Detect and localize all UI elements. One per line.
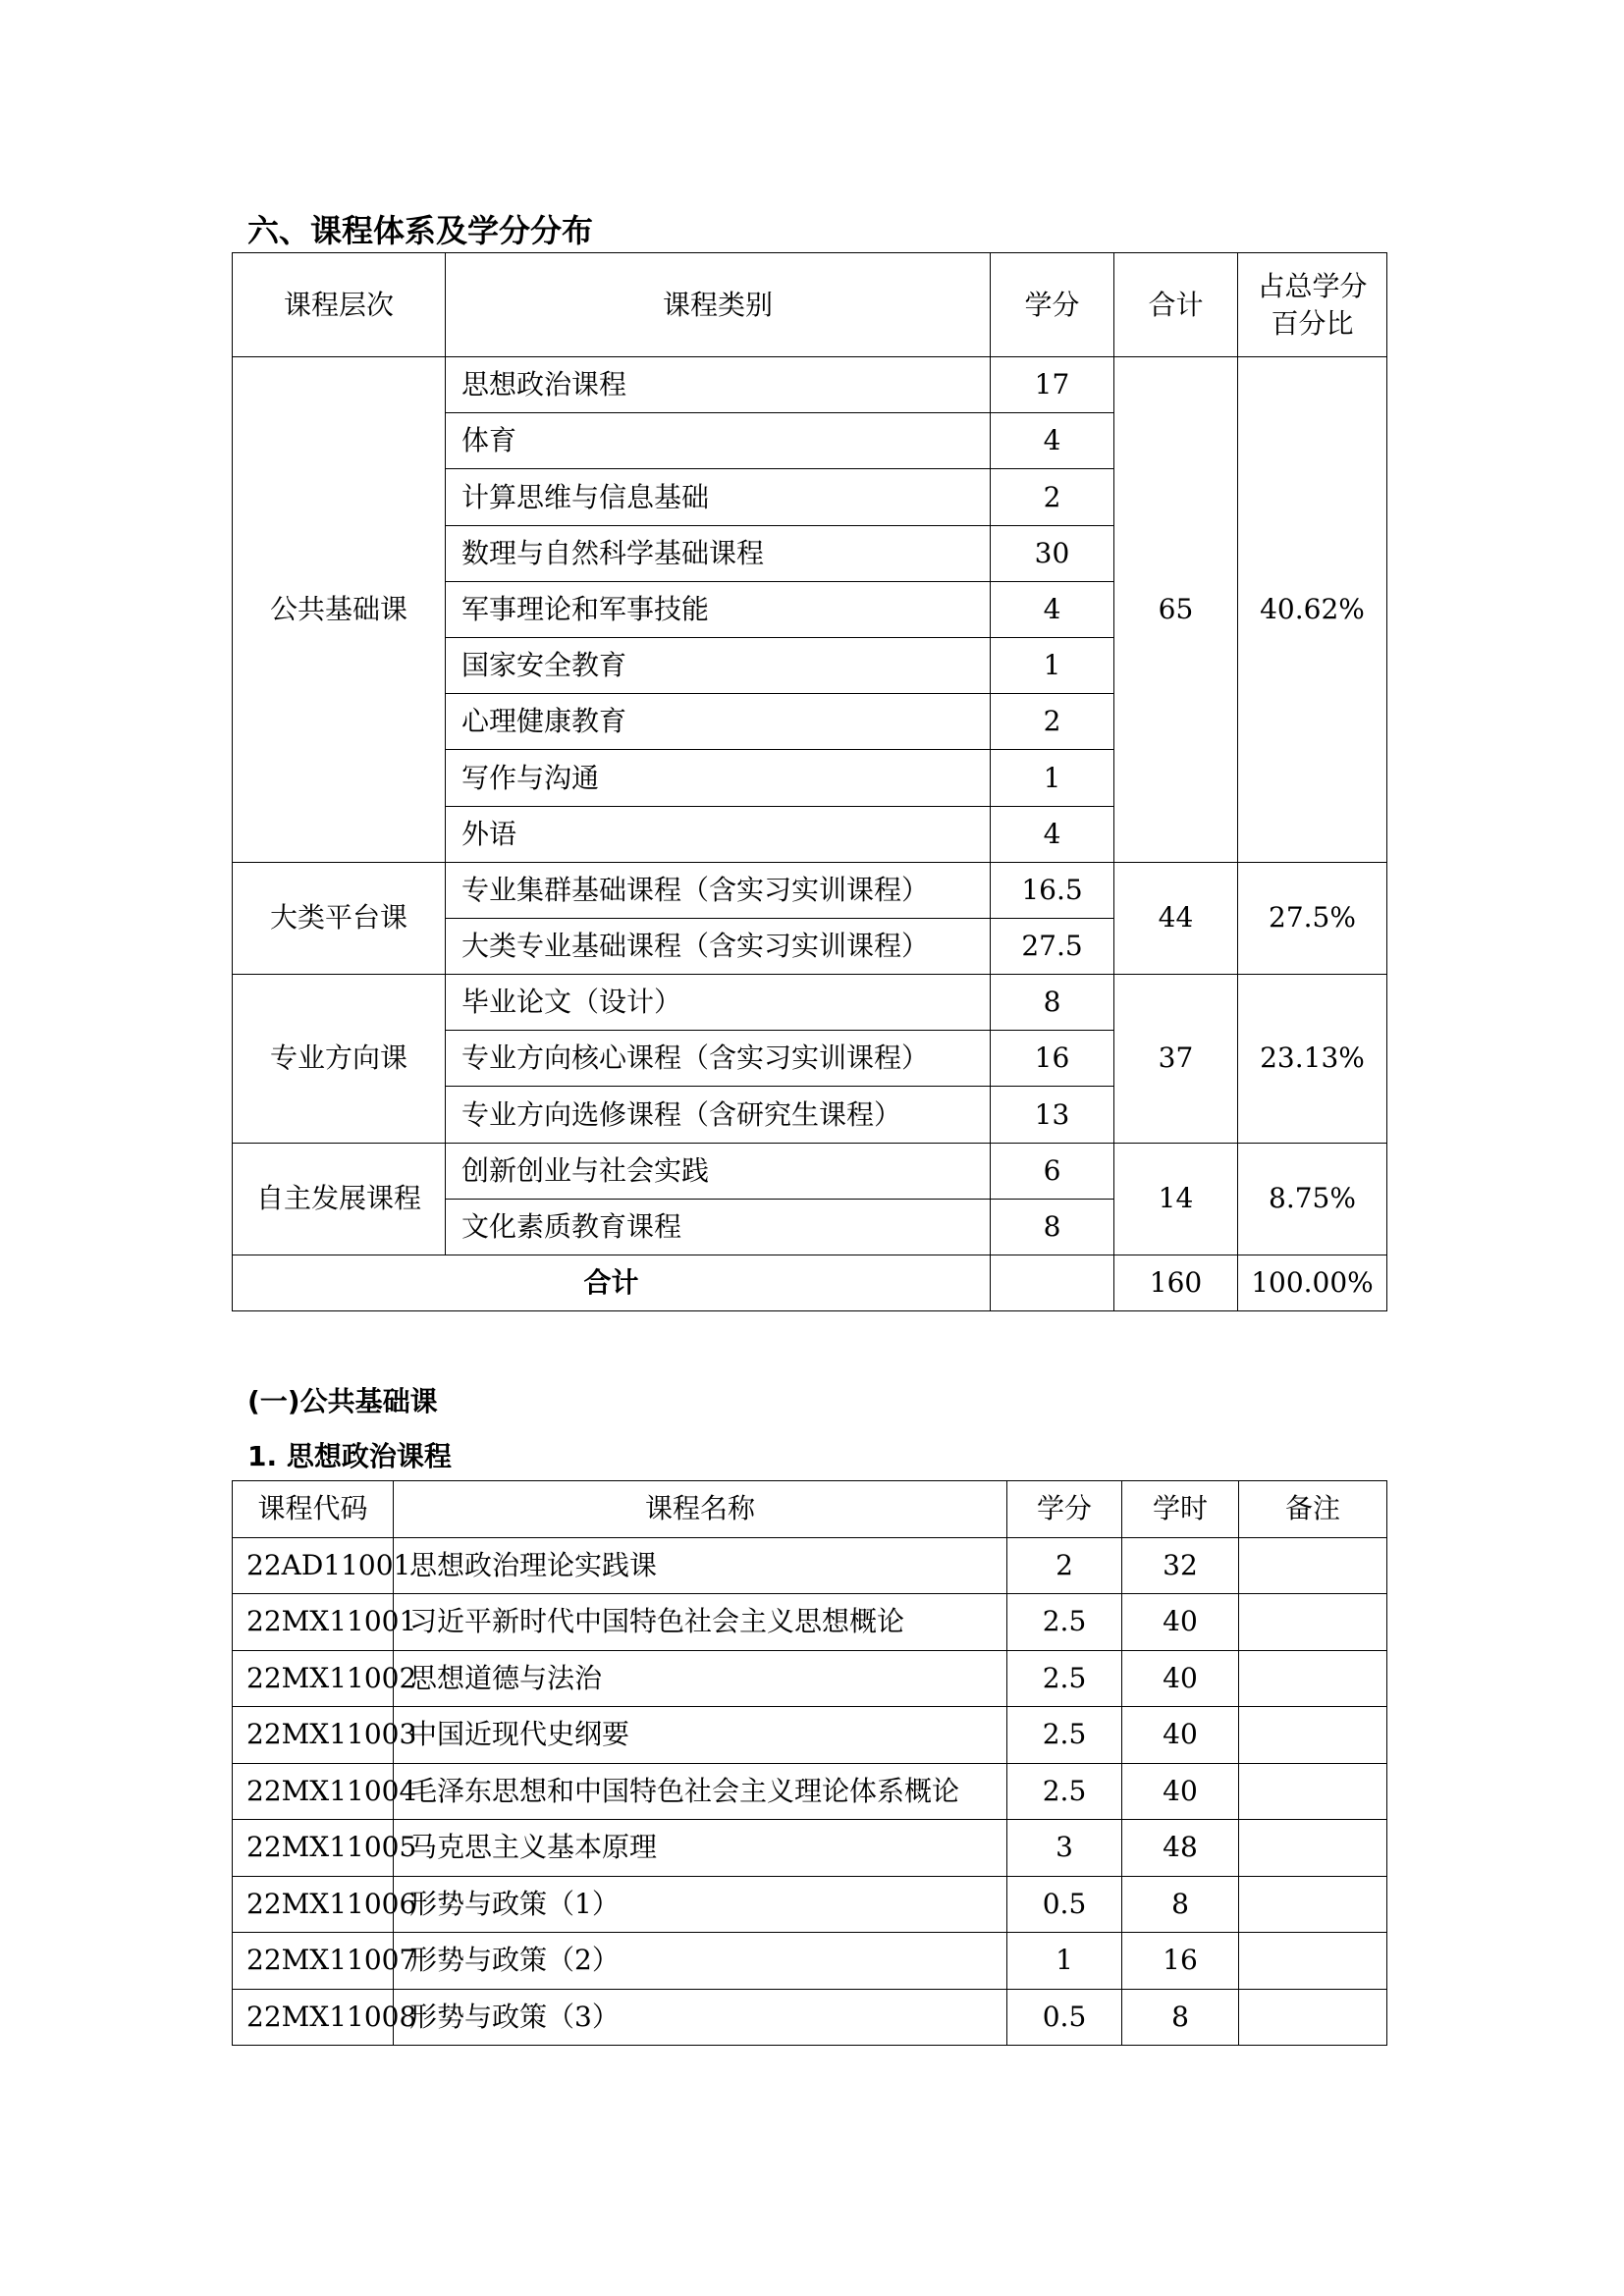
course-name: 思想政治理论实践课 [394,1537,1007,1594]
header-note: 备注 [1239,1481,1387,1538]
course-row [233,1707,1387,1764]
course-row [233,1763,1387,1820]
header-credit: 学分 [991,253,1114,357]
course-category: 写作与沟通 [446,750,991,806]
course-note [1239,1820,1387,1877]
category-credit: 8 [991,975,1114,1031]
header-hours: 学时 [1122,1481,1239,1538]
course-hours: 40 [1122,1594,1239,1651]
category-credit: 30 [991,525,1114,581]
header-level: 课程层次 [233,253,446,357]
credit-table-header [233,253,1387,357]
course-code: 22MX11008 [233,1989,394,2046]
course-row [233,1989,1387,2046]
course-category: 国家安全教育 [446,637,991,693]
category-credit: 6 [991,1143,1114,1199]
category-credit: 4 [991,581,1114,637]
summary-total: 160 [1114,1255,1238,1311]
header-code: 课程代码 [233,1481,394,1538]
credit-distribution-table [232,252,1387,1311]
summary-label: 合计 [233,1255,991,1311]
category-credit: 1 [991,637,1114,693]
course-category: 体育 [446,413,991,469]
course-level: 自主发展课程 [233,1143,446,1255]
course-credit: 3 [1007,1820,1122,1877]
course-row [233,1650,1387,1707]
category-credit: 4 [991,413,1114,469]
politics-course-table [232,1480,1387,2046]
course-credit: 2.5 [1007,1763,1122,1820]
course-code: 22MX11003 [233,1707,394,1764]
category-credit: 2 [991,694,1114,750]
course-row [233,1933,1387,1990]
course-level: 公共基础课 [233,357,446,863]
summary-credit [991,1255,1114,1311]
course-name: 习近平新时代中国特色社会主义思想概论 [394,1594,1007,1651]
level-percent: 23.13% [1238,975,1387,1144]
course-hours: 40 [1122,1707,1239,1764]
course-note [1239,1933,1387,1990]
category-credit: 13 [991,1087,1114,1143]
course-note [1239,1537,1387,1594]
course-category: 创新创业与社会实践 [446,1143,991,1199]
course-name: 形势与政策（1） [394,1876,1007,1933]
course-hours: 32 [1122,1537,1239,1594]
subsection-title: (一)公共基础课 [247,1385,438,1417]
course-code: 22AD11001 [233,1537,394,1594]
credit-row [233,862,1387,918]
course-code: 22MX11002 [233,1650,394,1707]
course-hours: 16 [1122,1933,1239,1990]
course-code: 22MX11006 [233,1876,394,1933]
course-name: 形势与政策（3） [394,1989,1007,2046]
category-credit: 8 [991,1199,1114,1255]
course-note [1239,1763,1387,1820]
course-category: 大类专业基础课程（含实习实训课程） [446,918,991,974]
course-code: 22MX11004 [233,1763,394,1820]
header-name: 课程名称 [394,1481,1007,1538]
level-percent: 8.75% [1238,1143,1387,1255]
course-name: 中国近现代史纲要 [394,1707,1007,1764]
course-hours: 8 [1122,1876,1239,1933]
course-category: 专业方向核心课程（含实习实训课程） [446,1031,991,1087]
course-credit: 1 [1007,1933,1122,1990]
course-note [1239,1650,1387,1707]
course-credit: 2 [1007,1537,1122,1594]
course-credit: 2.5 [1007,1594,1122,1651]
category-credit: 1 [991,750,1114,806]
course-credit: 2.5 [1007,1707,1122,1764]
header-percent [1238,253,1387,357]
level-total: 14 [1114,1143,1238,1255]
course-table-header [233,1481,1387,1538]
course-name: 马克思主义基本原理 [394,1820,1007,1877]
level-total: 65 [1114,357,1238,863]
course-name: 毛泽东思想和中国特色社会主义理论体系概论 [394,1763,1007,1820]
credit-row [233,357,1387,413]
category-credit: 27.5 [991,918,1114,974]
course-row [233,1820,1387,1877]
course-row [233,1537,1387,1594]
course-category: 计算思维与信息基础 [446,469,991,525]
course-note [1239,1989,1387,2046]
course-note [1239,1876,1387,1933]
category-credit: 2 [991,469,1114,525]
course-category: 数理与自然科学基础课程 [446,525,991,581]
course-note [1239,1707,1387,1764]
course-category: 思想政治课程 [446,357,991,413]
course-hours: 40 [1122,1763,1239,1820]
course-code: 22MX11001 [233,1594,394,1651]
course-category: 军事理论和军事技能 [446,581,991,637]
course-category: 专业集群基础课程（含实习实训课程） [446,862,991,918]
course-level: 专业方向课 [233,975,446,1144]
section-title: 六、课程体系及学分分布 [247,212,594,249]
header-percent-line2: 百分比 [1271,306,1354,340]
course-credit: 0.5 [1007,1989,1122,2046]
course-row [233,1594,1387,1651]
category-credit: 16.5 [991,862,1114,918]
course-row [233,1876,1387,1933]
course-section-title: 1. 思想政治课程 [247,1440,452,1472]
credit-summary-row [233,1255,1387,1311]
level-total: 44 [1114,862,1238,974]
course-level: 大类平台课 [233,862,446,974]
header-percent-line1: 占总学分 [1257,269,1368,302]
course-category: 外语 [446,806,991,862]
header-credit: 学分 [1007,1481,1122,1538]
level-total: 37 [1114,975,1238,1144]
course-hours: 40 [1122,1650,1239,1707]
course-name: 思想道德与法治 [394,1650,1007,1707]
course-code: 22MX11007 [233,1933,394,1990]
course-category: 专业方向选修课程（含研究生课程） [446,1087,991,1143]
summary-percent: 100.00% [1238,1255,1387,1311]
course-hours: 8 [1122,1989,1239,2046]
course-name: 形势与政策（2） [394,1933,1007,1990]
header-category: 课程类别 [446,253,991,357]
course-category: 毕业论文（设计） [446,975,991,1031]
level-percent: 40.62% [1238,357,1387,863]
course-credit: 0.5 [1007,1876,1122,1933]
credit-row [233,1143,1387,1199]
course-note [1239,1594,1387,1651]
course-code: 22MX11005 [233,1820,394,1877]
category-credit: 17 [991,357,1114,413]
course-category: 心理健康教育 [446,694,991,750]
category-credit: 16 [991,1031,1114,1087]
course-category: 文化素质教育课程 [446,1199,991,1255]
category-credit: 4 [991,806,1114,862]
credit-row [233,975,1387,1031]
level-percent: 27.5% [1238,862,1387,974]
course-credit: 2.5 [1007,1650,1122,1707]
course-hours: 48 [1122,1820,1239,1877]
header-total: 合计 [1114,253,1238,357]
